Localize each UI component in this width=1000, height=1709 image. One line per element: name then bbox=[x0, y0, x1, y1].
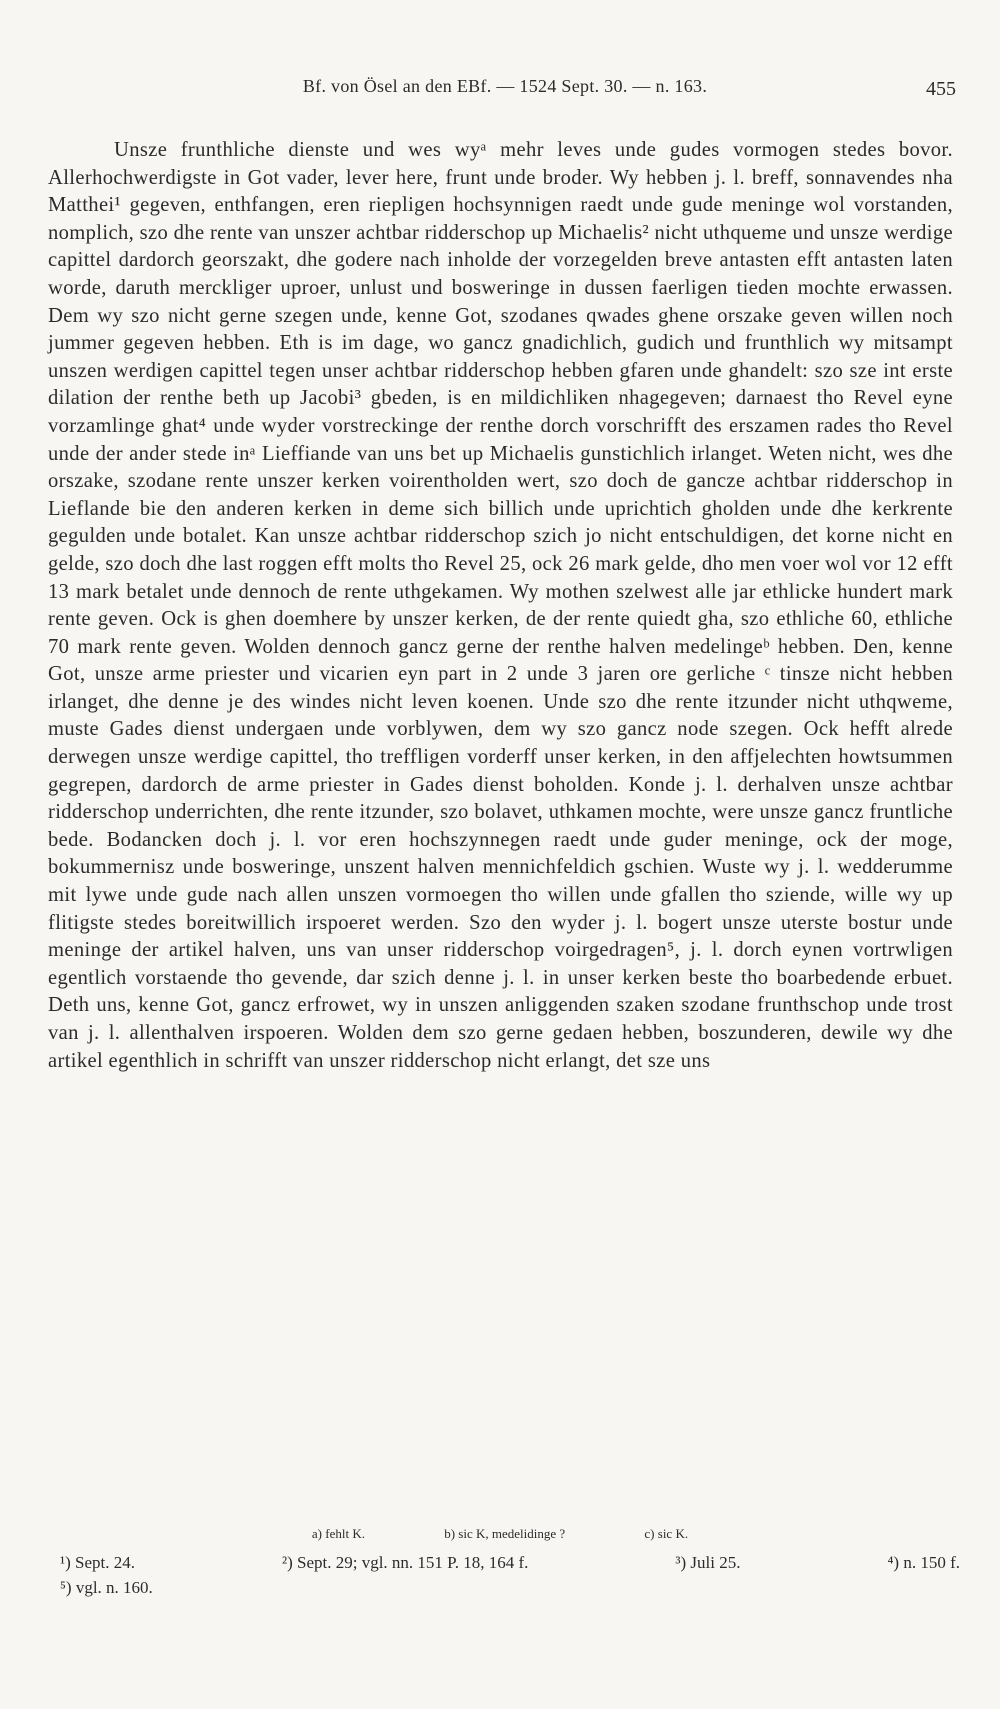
body-paragraph: Unsze frunthliche dienste und wes wyᵃ mehr leves unde gudes vormogen stedes bovor. Allerhochwerdigste in Got vader, lever here, frunt unde broder. Wy hebben j. l. breff, sonnavendes nha Matthei¹ gegeven, enthfangen, eren riepligen hochsynnigen raedt unde gude meninge wol vorstanden, nomplich, szo dhe rente van unszer achtbar ridderschop up Michaelis² nicht uthqueme und unsze werdige capittel dardorch georszakt, dhe godere nach inholde der vorzegelden breve antasten efft antasten laten worde, daruth merckliger uproer, unlust und bosweringe in dussen faerligen tieden mochte erwassen. Dem wy szo nicht gerne szegen unde, kenne Got, szodanes qwades ghene orszake geven willen noch jummer gegeven hebben. Eth is im dage, wo gancz gnadichlich, gudich und frunthlich wy mitsampt unszen werdigen capittel tegen unser achtbar ridderschop hebben gfaren unde ghandelt: szo sze int erste dilation der renthe beth up Jacobi³ gbeden, is en mildichliken nhagegeven; darnaest tho Revel eyne vorzamlinge ghat⁴ unde wyder vorstreckinge der renthe dorch vorschrifft des erszamen rades tho Revel unde der ander stede inᵃ Lieffiande van uns bet up Michaelis gunstichlich irlanget. Weten nicht, wes dhe orszake, szodane rente unszer kerken voirentholden wert, szo doch de gancze achtbar ridderschop in Lieflande bie den anderen kerken in deme sich billich unde uprichtich gholden unde dhe kerkrente gegulden unde botalet. Kan unsze achtbar ridderschop szich jo nicht entschuldigen, det korne nicht en gelde, szo doch dhe last roggen efft molts tho Revel 25, ock 26 mark gelde, dho men voer wol vor 12 efft 13 mark betalet unde dennoch de rente uthgekamen. Wy mothen szelwest alle jar ethlicke hundert mark rente geven. Ock is ghen doemhere by unszer kerken, de der rente quiedt gha, szo ethliche 60, ethliche 70 mark rente geven. Wolden dennoch gancz gerne der renthe halven medelingeᵇ hebben. Den, kenne Got, unsze arme priester und vicarien eyn part in 2 unde 3 jaren ore gerliche ᶜ tinsze nicht hebben irlanget, dhe denne je des windes nicht leven koenen. Unde szo dhe rente itzunder nicht uthqweme, muste Gades dienst undergaen unde vorblywen, dem wy szo gancz node szegen. Ock hefft alrede derwegen unsze werdige capittel, tho treffligen vorderff unser kerken, in den affjelechten howtsummen gegrepen, dardorch de arme priester in Gades dienst boholden. Konde j. l. derhalven unsze achtbar ridderschop underrichten, dhe rente itzunder, szo bolavet, uthkamen mochte, were unsze gancz fruntliche bede. Bodancken doch j. l. vor eren hochszynnegen raedt unde guder meninge, ock der moge, bokummernisz unde bosweringe, unszent halven mennichfeldich gschien. Wuste wy j. l. wedderumme mit lywe unde gude nach allen unszen vormoegen tho willen unde gfallen tho sziende, wille wy up flitigste stedes boreitwillich irspoeret werden. Szo den wyder j. l. bogert unsze uterste bostur unde meninge der artikel halven, uns van unser ridderschop voirgedragen⁵, j. l. dorch eynen vortrwligen egentlich vorstaende tho gevende, dar szich denne j. l. in unser kerken beste tho boarbedende erbuet. Deth uns, kenne Got, gancz erfrowet, wy in unszen anliggenden szaken szodane frunthschop unde trost van j. l. allenthalven irspoeren. Wolden dem szo gerne gedaen hebben, boszunderen, dewile wy dhe artikel egenthlich in schrifft van unszer ridderschop nicht erlangt, det sze uns bbox=[48, 139, 953, 1072]
footnotes bbox=[60, 1550, 960, 1600]
footnote-2: ²) Sept. 29; vgl. nn. 151 P. 18, 164 f. bbox=[281, 1553, 529, 1572]
letter-body bbox=[48, 137, 953, 1075]
running-header bbox=[54, 76, 956, 106]
footnote-3: ³) Juli 25. bbox=[675, 1553, 741, 1572]
critical-note-a: a) fehlt K. bbox=[311, 1526, 365, 1541]
critical-apparatus bbox=[0, 1526, 1000, 1542]
footnote-row bbox=[60, 1550, 960, 1575]
footnote-1: ¹) Sept. 24. bbox=[60, 1553, 135, 1572]
footnote-row bbox=[60, 1575, 960, 1600]
page-number: 455 bbox=[926, 78, 956, 100]
footnote-4: ⁴) n. 150 f. bbox=[887, 1553, 960, 1572]
header-title: Bf. von Ösel an den EBf. — 1524 Sept. 30. — n. 163. bbox=[302, 76, 708, 96]
critical-note-b: b) sic K, medelidinge ? bbox=[444, 1526, 566, 1541]
footnote-5: ⁵) vgl. n. 160. bbox=[60, 1578, 153, 1597]
critical-note-c: c) sic K. bbox=[644, 1526, 689, 1541]
